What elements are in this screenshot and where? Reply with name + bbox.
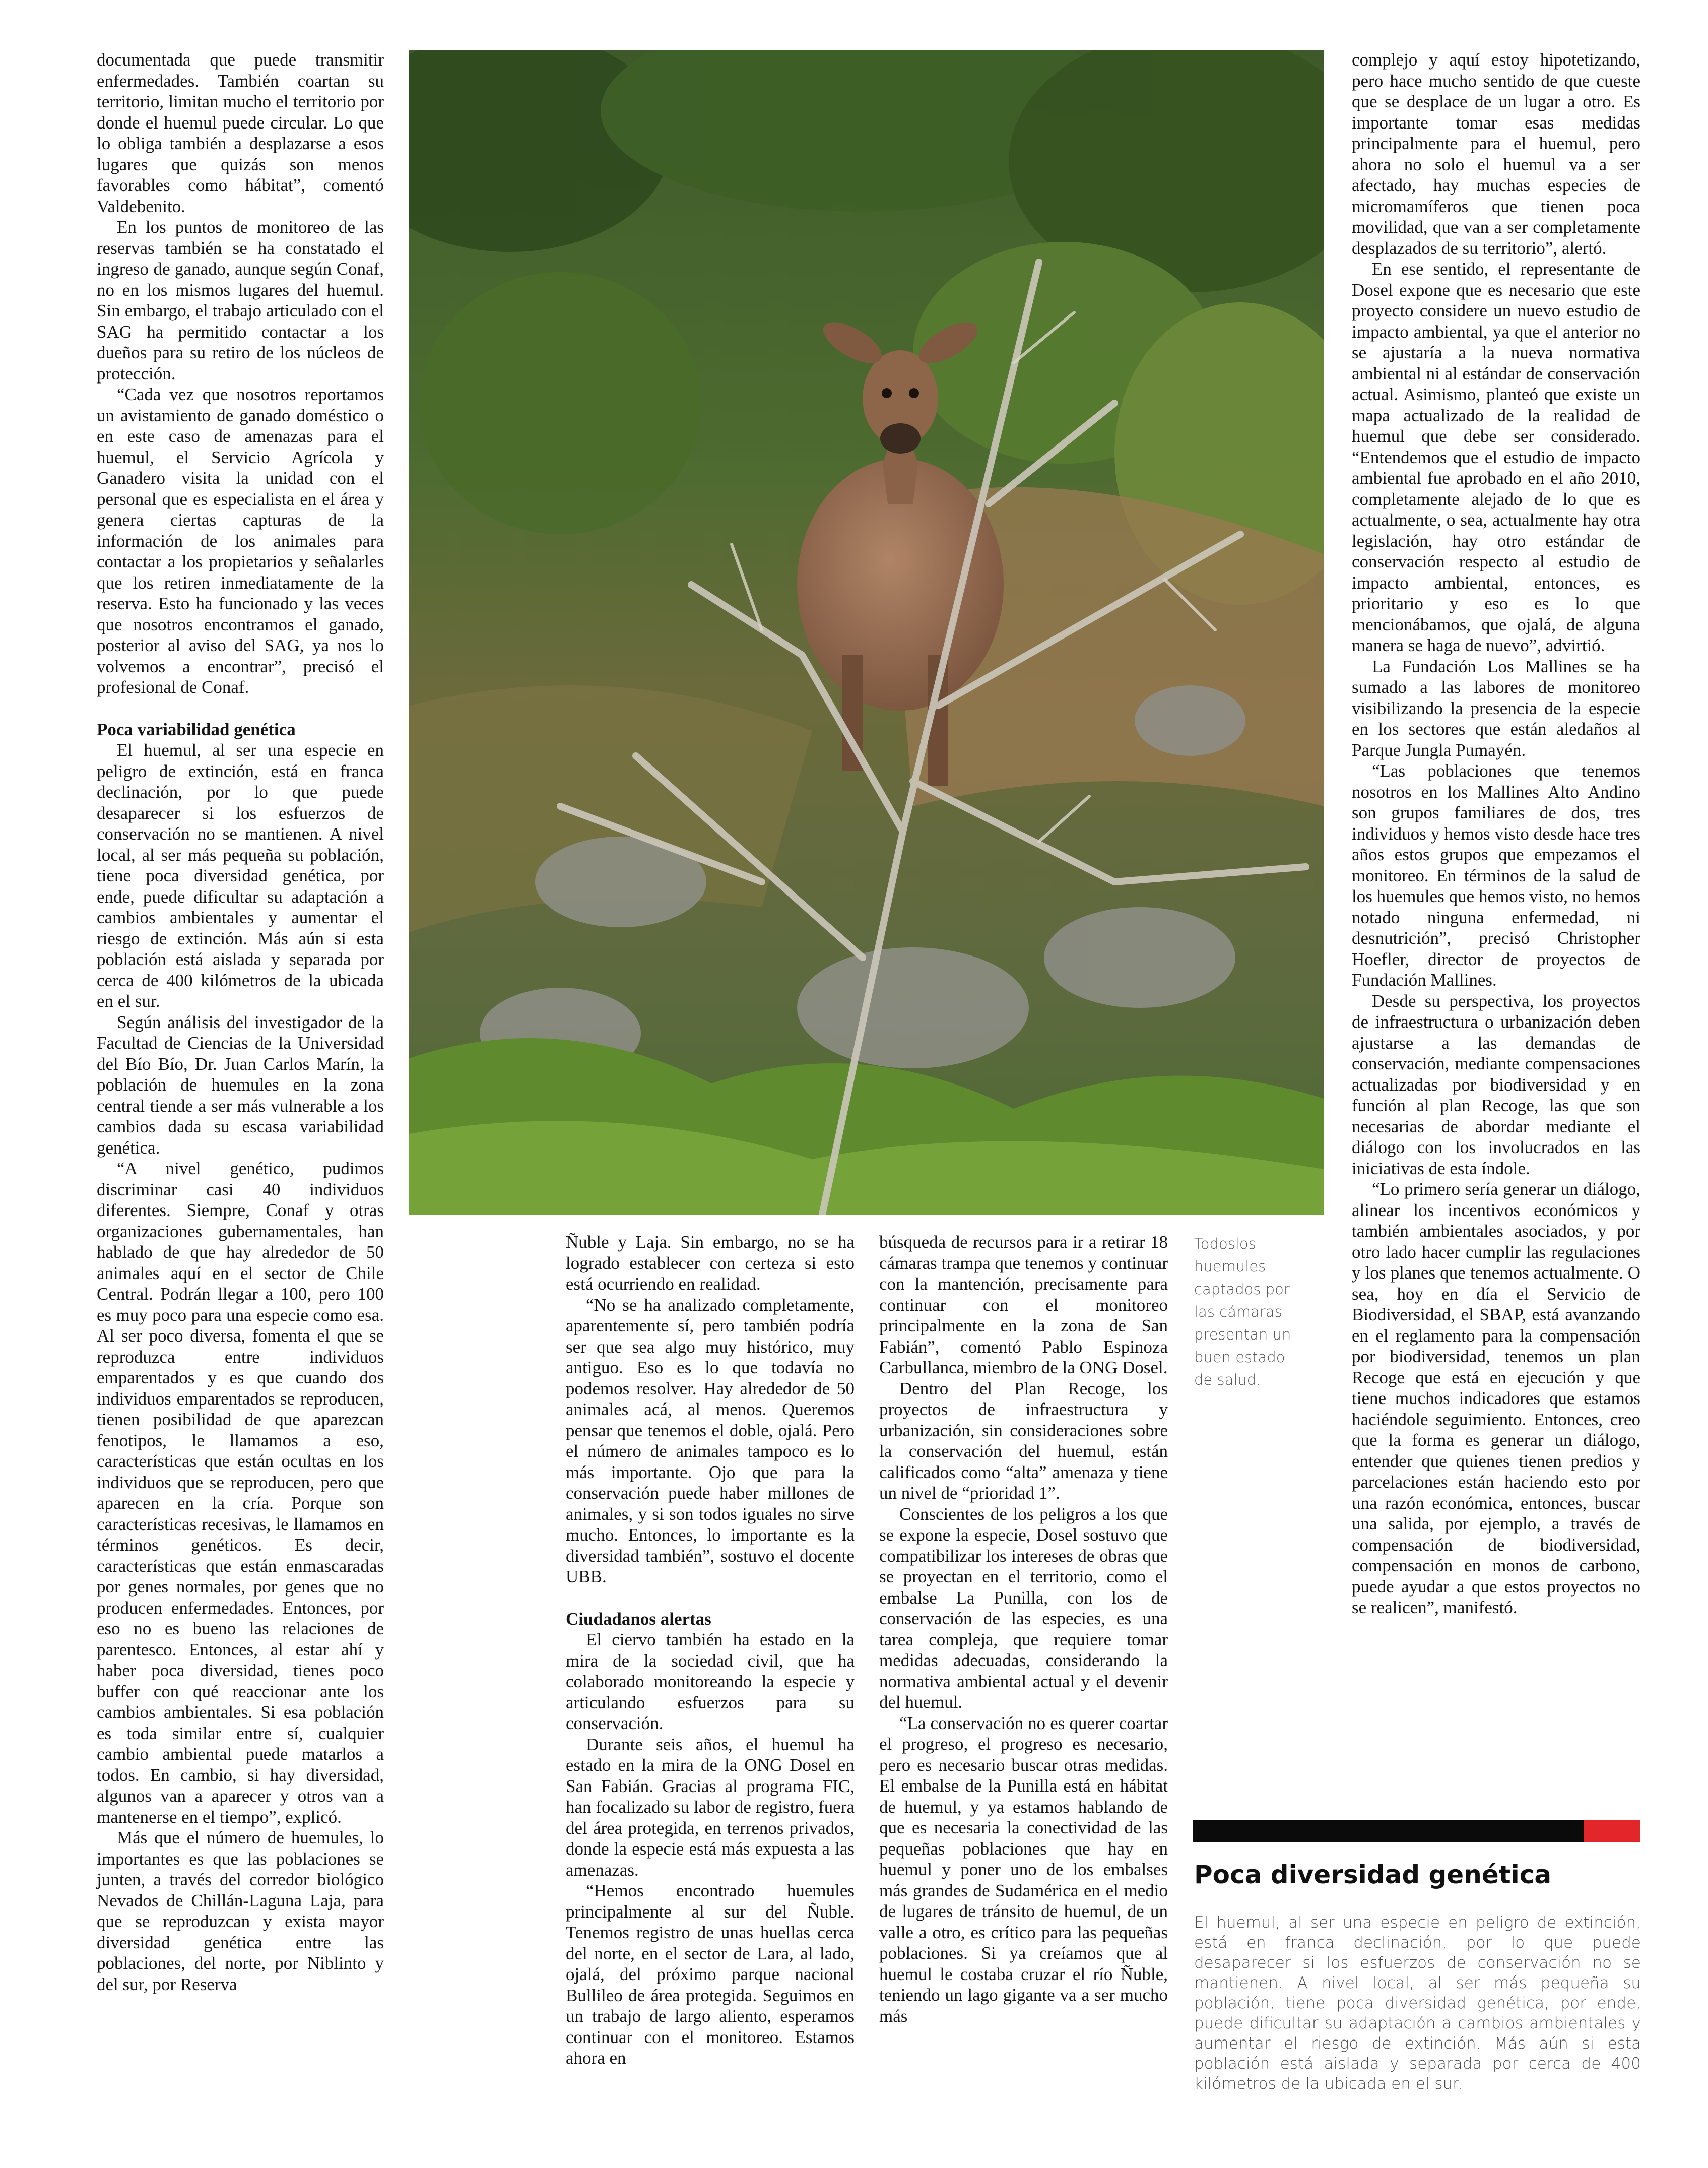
box-bar-black: [1193, 1820, 1584, 1842]
paragraph: En los puntos de monitoreo de las reservas también se ha constatado el ingreso de ganado, aunque según Conaf, no en los mismos lugares del huemul. Sin embargo, el trabajo articulado con el SAG ha permitido contactar a los dueños para su retiro de los núcleos de protección.: [97, 217, 384, 384]
paragraph: complejo y aquí estoy hipotetizando, pero hace mucho sentido de que cueste que se desplace de un lugar a otro. Es importante tomar esas medidas principalmente para el huemul, pero ahora no solo el huemul va a ser afectado, hay muchas especies de micromamíferos que tienen poca movilidad, que van a ser completamente desplazados de su territorio”, alertó.: [1352, 50, 1640, 258]
box-body: El huemul, al ser una especie en peligro de extinción, está en franca declinación, por lo que puede desaparecer si los esfuerzos de conservación no se mantienen. A nivel local, al ser más pequeña su población, tiene poca diversidad genética, por ende, puede dificultar su adaptación a cambios ambientales y aumentar el riesgo de extinción. Más aún si esta población está aislada y separada por cerca de 400 kilómetros de la ubicada en el sur.: [1194, 1914, 1641, 2093]
paragraph: La Fundación Los Mallines se ha sumado a las labores de monitoreo visibilizando la presencia de la especie en los sectores que están aledaños al Parque Jungla Pumayén.: [1352, 656, 1640, 760]
section-heading: Poca variabilidad genética: [97, 719, 296, 739]
paragraph: Desde su perspectiva, los proyectos de infraestructura o urbanización deben ajustarse a las demandas de conservación, mediante compensaciones actualizadas por biodiversidad y en función al plan Recoge, las que son necesarias de abordar mediante el diálogo con los involucrados en las iniciativas de esta índole.: [1352, 991, 1640, 1178]
paragraph: Dentro del Plan Recoge, los proyectos de infraestructura y urbanización, sin consideraciones sobre la conservación del huemul, están calificados como “alta” amenaza y tiene un nivel de “prioridad 1”.: [879, 1378, 1168, 1503]
paragraph: “Lo primero sería generar un diálogo, alinear los incentivos económicos y también ambientales asociados, y por otro lado hacer cumplir las regulaciones y los planes que tenemos actualmente. O sea, hoy en día el Servicio de Biodiversidad, el SBAP, está avanzando en el reglamento para la compensación por biodiversidad, tenemos un plan Recoge que está en ejecución y que tiene muchos indicadores que estamos haciéndole seguimiento. Entonces, creo que la forma es generar un diálogo, entender que quienes tienen predios y parcelaciones están haciendo esto por una razón económica, entonces, buscar una salida, por ejemplo, a través de compensación de biodiversidad, compensación en monos de carbono, puede ayudar a que estos proyectos no se realicen”, manifestó.: [1352, 1179, 1640, 1617]
box-bar-red: [1584, 1820, 1640, 1842]
paragraph: Durante seis años, el huemul ha estado en la mira de la ONG Dosel en San Fabián. Gracias al programa FIC, han focalizado su labor de registro, fuera del área protegida, en terrenos privados, donde la especie está más expuesta a las amenazas.: [566, 1734, 855, 1880]
paragraph: “Las poblaciones que tenemos nosotros en los Mallines Alto Andino son grupos familiares de dos, tres individuos y hemos visto desde hace tres años estos grupos que empezamos el monitoreo. En términos de la salud de los huemules que hemos visto, no hemos notado ninguna enfermedad, ni desnutrición”, precisó Christopher Hoefler, director de proyectos de Fundación Mallines.: [1352, 761, 1640, 990]
paragraph: El ciervo también ha estado en la mira de la sociedad civil, que ha colaborado monitoreando la especie y articulando esfuerzos para su conservación.: [566, 1630, 855, 1733]
paragraph: “Hemos encontrado huemules principalmente al sur del Ñuble. Tenemos registro de unas huellas cerca del norte, en el sector de Lara, al lado, ojalá, del próximo parque nacional Bullileo de área protegida. Seguimos en un trabajo de largo aliento, esperamos continuar con el monitoreo. Estamos ahora en: [566, 1881, 855, 2068]
paragraph: Conscientes de los peligros a los que se expone la especie, Dosel sostuvo que compatibilizar los intereses de obras que se proyectan en el territorio, como el embalse La Punilla, con los de conservación de las especies, es una tarea compleja, que requiere tomar medidas adecuadas, considerando la normativa ambiental actual y el devenir del huemul.: [879, 1504, 1168, 1712]
deer-photo: [409, 50, 1324, 1215]
paragraph: Más que el número de huemules, lo importantes es que las poblaciones se junten, a través del corredor biológico Nevados de Chillán-Laguna Laja, para que se reproduzcan y exista mayor diversidad genética entre las poblaciones, del norte, por Niblinto y del sur, por Reserva: [97, 1828, 384, 1994]
section-heading: Ciudadanos alertas: [566, 1609, 711, 1629]
paragraph: Ñuble y Laja. Sin embargo, no se ha logrado establecer con certeza si esto está ocurriendo en realidad.: [566, 1232, 855, 1294]
paragraph: “Cada vez que nosotros reportamos un avistamiento de ganado doméstico o en este caso de amenazas para el huemul, el Servicio Agrícola y Ganadero visita la unidad con el personal que es especialista en el área y genera ciertas capturas de la información de los animales para contactar a los propietarios y señalarles que los retiren inmediatamente de la reserva. Esto ha funcionado y las veces que nosotros encontramos el ganado, posterior al aviso del SAG, ya nos lo volvemos a encontrar”, precisó el profesional de Conaf.: [97, 385, 384, 697]
paragraph: “No se ha analizado completamente, aparentemente sí, pero también podría ser que sea algo muy histórico, muy antiguo. Eso es lo que todavía no podemos resolver. Hay alrededor de 50 animales acá, al menos. Queremos pensar que tenemos el doble, ojalá. Pero el número de animales tampoco es lo más importante. Ojo que para la conservación puede haber millones de animales, y si son todos iguales no sirve mucho. Entonces, lo importante es la diversidad también”, sostuvo el docente UBB.: [566, 1295, 855, 1586]
box-header-bar: [1193, 1820, 1640, 1842]
article-column-3: [879, 1232, 1168, 2026]
paragraph: En ese sentido, el representante de Dosel expone que es necesario que este proyecto considere un nuevo estudio de impacto ambiental, ya que el anterior no se ajustaría a la nueva normativa ambiental ni al estándar de conservación actual. Asimismo, planteó que existe un mapa actualizado de la realidad de huemul que debe ser considerado. “Entendemos que el estudio de impacto ambiental fue aprobado en el año 2010, completamente alejado de lo que es actualmente, o sea, actualmente hay otra legislación, hay otro estándar de conservación respecto al estudio de impacto ambiental, entonces, es prioritario y eso es lo que mencionábamos, que ojalá, de alguna manera se haga de nuevo”, advirtió.: [1352, 259, 1640, 655]
paragraph: Según análisis del investigador de la Facultad de Ciencias de la Universidad del Bío Bío, Dr. Juan Carlos Marín, la población de huemules en la zona central tiende a ser más vulnerable a los cambios dada su escasa variabilidad genética.: [97, 1012, 384, 1158]
paragraph: “La conservación no es querer coartar el progreso, el progreso es necesario, pero es necesario buscar otras medidas. El embalse de la Punilla está en hábitat de huemul, y ya estamos hablando de que es necesaria la conectividad de las pequeñas poblaciones que hay en huemul y poner uno de los embalses más grandes de Sudamérica en el medio de lugares de tránsito de huemul, de un valle a otro, es crítico para las pequeñas poblaciones. Si ya creíamos que al huemul le costaba cruzar el río Ñuble, teniendo un lago gigante va a ser mucho más: [879, 1713, 1168, 2026]
deer-photo-icon: [409, 50, 1324, 1215]
paragraph: búsqueda de recursos para ir a retirar 18 cámaras trampa que tenemos y continuar con la mantención, precisamente para continuar con el monitoreo principalmente en la zona de San Fabián”, comentó Pablo Espinoza Carbullanca, miembro de la ONG Dosel.: [879, 1232, 1168, 1377]
paragraph: documentada que puede transmitir enfermedades. También coartan su territorio, limitan mucho el territorio por donde el huemul puede circular. Lo que lo obliga también a desplazarse a esos lugares que quizás son menos favorables como hábitat”, comentó Valdebenito.: [97, 50, 384, 216]
article-column-4: [1352, 49, 1640, 1618]
paragraph: El huemul, al ser una especie en peligro de extinción, está en franca declinación, por lo que puede desaparecer si los esfuerzos de conservación no se mantienen. A nivel local, al ser más pequeña su población, tiene poca diversidad genética, por ende, puede dificultar su adaptación a cambios ambientales y aumentar el riesgo de extinción. Más aún si esta población está aislada y separada por cerca de 400 kilómetros de la ubicada en el sur.: [97, 740, 384, 1011]
article-column-1: [97, 49, 384, 1995]
article-column-2: [566, 1232, 855, 2069]
paragraph: “A nivel genético, pudimos discriminar casi 40 individuos diferentes. Siempre, Conaf y otras organizaciones gubernamentales, han hablado de que hay alrededor de 50 animales aquí en el sector de Chile Central. Podrán llegar a 100, pero 100 es muy poco para una especie como esa. Al ser poco diversa, fomenta el que se reproduzca entre individuos emparentados y es que cuando dos individuos emparentados se reproducen, tienen posibilidad de que aparezcan fenotipos, le llamamos a eso, características que están ocultas en los individuos que se reproducen, pero que aparecen en la cría. Porque son características recesivas, le llamamos en términos genéticos. Es decir, características que están enmascaradas por genes normales, por genes que no producen enfermedades. Entonces, por eso no es bueno las relaciones de parentesco. Entonces, al estar ahí y haber poca diversidad, tienes poco buffer con qué reaccionar ante los cambios ambientales. Si esa población es toda similar entre sí, cualquier cambio ambiental puede matarlos a todos. En cambio, si hay diversidad, algunos van a aparecer y otros van a mantenerse en el tiempo”, explicó.: [97, 1159, 384, 1827]
box-title: Poca diversidad genética: [1194, 1860, 1552, 1889]
photo-caption: Todoslos huemules captados por las cámaras presentan un buen estado de salud.: [1194, 1235, 1291, 1388]
